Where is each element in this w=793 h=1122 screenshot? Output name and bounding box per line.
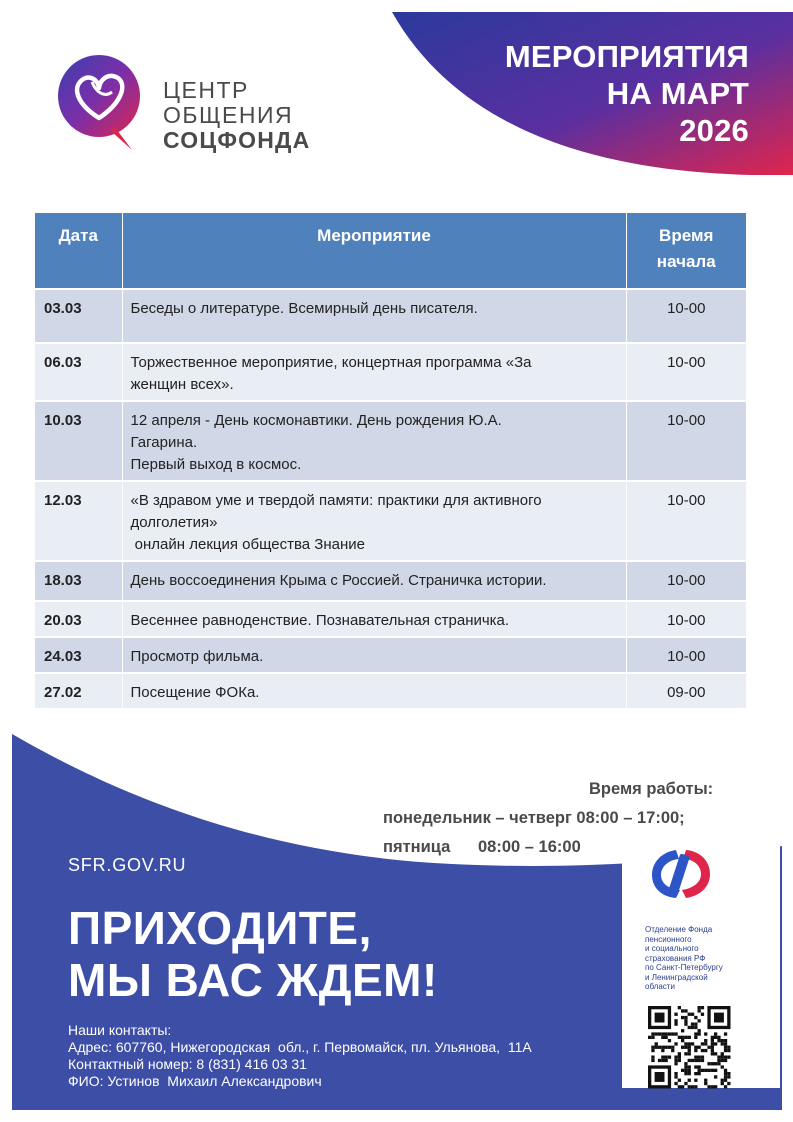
row-time: 10-00	[626, 401, 746, 481]
row-date: 03.03	[35, 289, 122, 343]
sfr-text-line: и Ленинградской	[645, 972, 708, 982]
title-line-3: 2026	[679, 113, 749, 148]
row-event	[122, 343, 626, 401]
event-line: женщин всех».	[130, 376, 234, 393]
row-date: 20.03	[35, 601, 122, 637]
table-row	[35, 637, 746, 673]
row-time: 10-00	[626, 481, 746, 561]
event-line: Просмотр фильма.	[130, 648, 264, 665]
sfr-text-line: области	[645, 982, 675, 991]
header-time	[626, 213, 746, 289]
logo-text	[163, 78, 310, 153]
work-hours-weekdays: понедельник – четверг 08:00 – 17:00;	[383, 809, 685, 827]
table-row	[35, 673, 746, 708]
table-row	[35, 601, 746, 637]
row-time: 10-00	[626, 289, 746, 343]
row-event	[122, 481, 626, 561]
table-row	[35, 561, 746, 601]
sfr-text-line: пенсионного	[645, 934, 692, 944]
event-line: Торжественное мероприятие, концертная программа «За	[130, 354, 532, 371]
contacts-address: Адрес: 607760, Нижегородская обл., г. Первомайск, пл. Ульянова, 11А	[68, 1039, 532, 1055]
slogan-line-1: ПРИХОДИТЕ,	[68, 902, 372, 954]
row-time: 10-00	[626, 343, 746, 401]
header-time-line2: начала	[656, 252, 716, 271]
heart-chat-icon	[52, 52, 152, 152]
slogan	[68, 902, 438, 1006]
table-row	[35, 289, 746, 343]
row-event	[122, 601, 626, 637]
events-table	[35, 213, 746, 708]
row-event	[122, 289, 626, 343]
title-line-1: МЕРОПРИЯТИЯ	[504, 39, 749, 74]
table-row	[35, 343, 746, 401]
table-header-row	[35, 213, 746, 289]
work-hours-friday-label: пятница	[383, 838, 451, 856]
sfr-text-line: по Санкт-Петербургу	[645, 963, 723, 972]
row-time: 10-00	[626, 601, 746, 637]
event-line: Посещение ФОКа.	[130, 684, 260, 701]
event-line: «В здравом уме и твердой памяти: практики для активного	[130, 492, 542, 509]
logo-line-2: ОБЩЕНИЯ	[163, 102, 294, 128]
row-date: 18.03	[35, 561, 122, 601]
event-line: Гагарина.	[130, 434, 198, 451]
contacts	[68, 1022, 532, 1090]
row-date: 12.03	[35, 481, 122, 561]
page-title	[449, 38, 749, 149]
header-date: Дата	[35, 213, 122, 289]
slogan-line-2: МЫ ВАС ЖДЕМ!	[68, 954, 438, 1006]
qr-code[interactable]	[645, 1005, 735, 1089]
row-time: 09-00	[626, 673, 746, 708]
event-line: онлайн лекция общества Знание	[130, 536, 365, 553]
row-event	[122, 401, 626, 481]
sfr-badge-text	[645, 925, 765, 992]
work-hours-friday-time: 08:00 – 16:00	[478, 838, 581, 856]
contacts-phone: Контактный номер: 8 (831) 416 03 31	[68, 1056, 307, 1072]
row-date: 27.02	[35, 673, 122, 708]
logo-line-3: СОЦФОНДА	[163, 127, 311, 153]
sfr-logo-icon	[646, 848, 716, 900]
row-date: 06.03	[35, 343, 122, 401]
row-date: 10.03	[35, 401, 122, 481]
table-row	[35, 401, 746, 481]
row-time: 10-00	[626, 561, 746, 601]
row-event	[122, 673, 626, 708]
event-line: Весеннее равноденствие. Познавательная страничка.	[130, 612, 510, 629]
row-date: 24.03	[35, 637, 122, 673]
contacts-title: Наши контакты:	[68, 1022, 172, 1038]
sfr-text-line: страхования РФ	[645, 953, 706, 963]
sfr-text-line: Отделение Фонда	[645, 925, 713, 934]
row-event	[122, 637, 626, 673]
work-hours-title: Время работы:	[589, 780, 714, 798]
header-event: Мероприятие	[122, 213, 626, 289]
event-line: День воссоединения Крыма с Россией. Страничка истории.	[130, 572, 547, 589]
event-line: Беседы о литературе. Всемирный день писателя.	[130, 300, 478, 317]
title-line-2: НА МАРТ	[606, 76, 749, 111]
website-link[interactable]: SFR.GOV.RU	[68, 855, 187, 875]
event-line: 12 апреля - День космонавтики. День рождения Ю.А.	[130, 412, 502, 429]
sfr-text-line: и социального	[645, 944, 699, 953]
table-row	[35, 481, 746, 561]
header-time-line1: Время	[659, 226, 714, 245]
logo-line-1: ЦЕНТР	[163, 77, 249, 103]
event-line: долголетия»	[130, 514, 218, 531]
row-event	[122, 561, 626, 601]
event-line: Первый выход в космос.	[130, 456, 302, 473]
contacts-person: ФИО: Устинов Михаил Александрович	[68, 1073, 322, 1089]
row-time: 10-00	[626, 637, 746, 673]
